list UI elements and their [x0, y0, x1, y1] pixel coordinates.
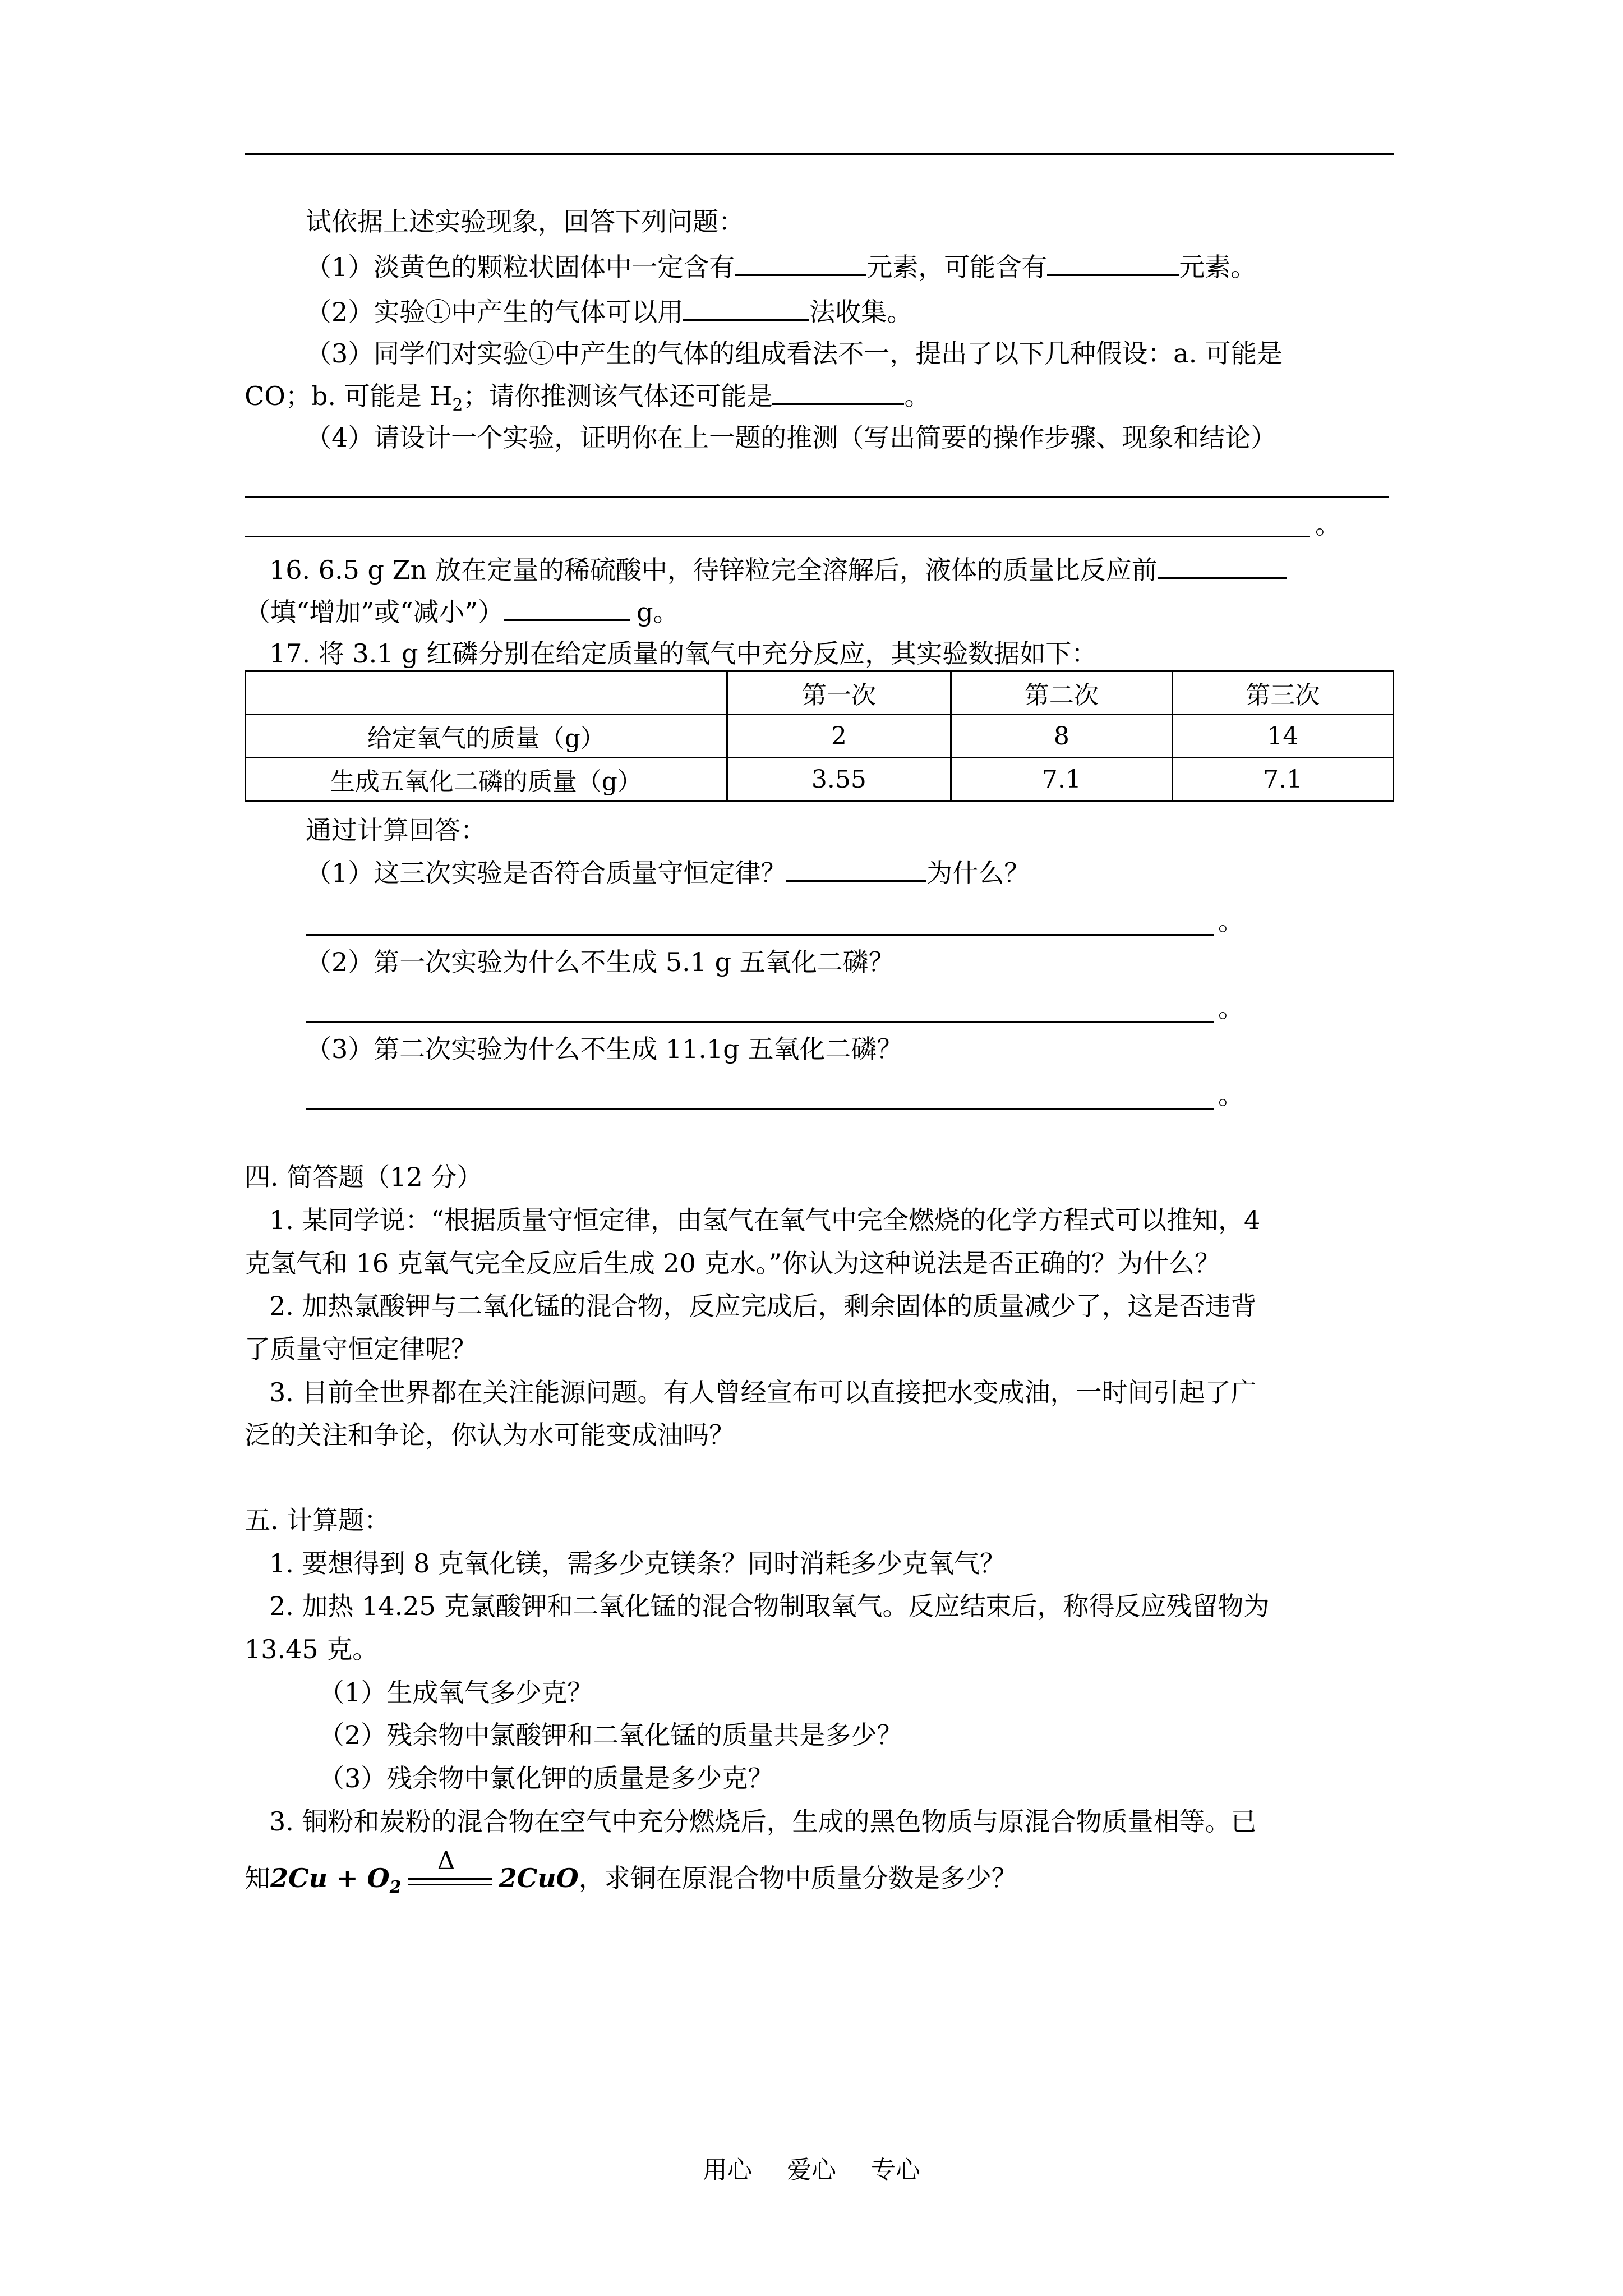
q15-part3-line1: （3）同学们对实验①中产生的气体的组成看法不一，提出了以下几种假设：a. 可能是: [306, 338, 1283, 369]
table-header-cell: 第一次: [727, 671, 951, 715]
delta-symbol: Δ: [437, 1847, 455, 1875]
section4-q1-line2: 克氢气和 16 克氧气完全反应后生成 20 克水。”你认为这种说法是否正确的？为什么？: [245, 1248, 1221, 1278]
answer-line[interactable]: [245, 496, 1389, 498]
q15-p2-text-b: 法收集。: [809, 297, 913, 327]
q17-sub1: [306, 855, 1030, 890]
answer-blank[interactable]: [504, 595, 630, 621]
table-header-cell: 第三次: [1172, 671, 1393, 715]
q15-p3-text-d: 。: [904, 381, 930, 411]
section4-q2-line1: 2. 加热氯酸钾与二氧化锰的混合物，反应完成后，剩余固体的质量减少了，这是否违背: [269, 1291, 1257, 1321]
section4-q2-line2: 了质量守恒定律呢？: [245, 1334, 477, 1364]
q17-s1-end: 。: [1218, 906, 1244, 936]
q15-part2: [306, 295, 912, 329]
header-rule: [245, 153, 1394, 155]
footer-text: 爱心: [787, 2156, 836, 2184]
q15-p1-text-c: 元素。: [1179, 252, 1257, 282]
q17-s2-end: 。: [1218, 993, 1244, 1023]
table-header-cell: 第二次: [951, 671, 1172, 715]
table-cell: 给定氧气的质量（g）: [246, 715, 727, 758]
answer-blank[interactable]: [1158, 553, 1287, 579]
table-cell: 生成五氧化二磷的质量（g）: [246, 758, 727, 801]
footer-text: 专心: [871, 2156, 920, 2184]
answer-blank[interactable]: [772, 379, 904, 405]
section5-q2-sub1: （1）生成氧气多少克？: [319, 1677, 593, 1708]
q17-s3-end: 。: [1218, 1080, 1244, 1110]
table-cell: 7.1: [1172, 758, 1393, 801]
subscript: 2: [452, 395, 463, 416]
q17-intro: 17. 将 3.1 g 红磷分别在给定质量的氧气中充分反应，其实验数据如下：: [269, 638, 1098, 669]
equation-right: 2CuO: [499, 1863, 579, 1893]
q16-text-b: （填“增加”或“减小”）: [245, 597, 504, 627]
table-cell: 14: [1172, 715, 1393, 758]
section5-q3-line1: 3. 铜粉和炭粉的混合物在空气中充分燃烧后，生成的黑色物质与原混合物质量相等。已: [269, 1806, 1257, 1837]
q17-sub3: （3）第二次实验为什么不生成 11.1g 五氧化二磷？: [306, 1034, 903, 1064]
q17-sub2: （2）第一次实验为什么不生成 5.1 g 五氧化二磷？: [306, 947, 895, 977]
q16-text-c: g。: [637, 597, 679, 627]
table-cell: 7.1: [951, 758, 1172, 801]
q16-line2: [245, 595, 679, 629]
section5-q2-sub2: （2）残余物中氯酸钾和二氧化锰的质量共是多少？: [319, 1720, 903, 1750]
q15-p1-text-b: 元素，可能含有: [866, 252, 1048, 282]
answer-line[interactable]: [306, 934, 1214, 936]
section5-q3-line2: [245, 1847, 1017, 1904]
table-row: [246, 758, 1394, 801]
heating-equals-sign: [408, 1847, 492, 1897]
answer-blank[interactable]: [1047, 250, 1179, 276]
table-header-row: [246, 671, 1394, 715]
q15-part4: （4）请设计一个实验，证明你在上一题的推测（写出简要的操作步骤、现象和结论）: [306, 422, 1277, 453]
q15-part4-end: 。: [1315, 509, 1341, 540]
section4-title: 四. 简答题（12 分）: [245, 1162, 483, 1192]
table-cell: 3.55: [727, 758, 951, 801]
q3-text-post: ，求铜在原混合物中质量分数是多少？: [578, 1863, 1017, 1893]
q15-p2-text-a: （2）实验①中产生的气体可以用: [306, 297, 684, 327]
footer-text: 用心: [703, 2156, 752, 2184]
equation-left: 2Cu + O: [270, 1863, 390, 1893]
answer-blank[interactable]: [786, 855, 926, 882]
q15-intro: 试依据上述实验现象，回答下列问题：: [306, 206, 744, 237]
q17-s1-text-a: （1）这三次实验是否符合质量守恒定律？: [306, 858, 787, 888]
answer-line[interactable]: [306, 1021, 1214, 1023]
table-cell: 2: [727, 715, 951, 758]
section5-q1: 1. 要想得到 8 克氧化镁，需多少克镁条？同时消耗多少克氧气？: [269, 1548, 1006, 1579]
chemical-equation: [270, 1847, 579, 1898]
q15-p3-text-b: CO；b. 可能是 H: [245, 381, 453, 411]
section5-title: 五. 计算题：: [245, 1505, 390, 1535]
section5-q2-line2: 13.45 克。: [245, 1634, 379, 1664]
section5-q2-line1: 2. 加热 14.25 克氯酸钾和二氧化锰的混合物制取氧气。反应结束后，称得反应残留物为: [269, 1591, 1270, 1621]
section4-q3-line2: 泛的关注和争论，你认为水可能变成油吗？: [245, 1420, 735, 1450]
q17-s1-text-b: 为什么？: [926, 858, 1030, 888]
table-row: [246, 715, 1394, 758]
q17-after: 通过计算回答：: [306, 815, 486, 845]
q16-line1: [269, 553, 1287, 587]
experiment-data-table: [245, 670, 1394, 802]
answer-blank[interactable]: [735, 250, 866, 276]
table-header-cell: [246, 671, 727, 715]
answer-blank[interactable]: [683, 295, 809, 321]
answer-line[interactable]: [245, 536, 1310, 537]
q15-part1: [306, 250, 1256, 284]
subscript: 2: [389, 1878, 402, 1898]
section4-q1-line1: 1. 某同学说：“根据质量守恒定律，由氢气在氧气中完全燃烧的化学方程式可以推知，4: [269, 1205, 1261, 1235]
q15-part3-line2: [245, 379, 930, 422]
section4-q3-line1: 3. 目前全世界都在关注能源问题。有人曾经宣布可以直接把水变成油，一时间引起了广: [269, 1377, 1257, 1407]
q15-p1-text-a: （1）淡黄色的颗粒状固体中一定含有: [306, 252, 735, 282]
q15-p3-text-c: ；请你推测该气体还可能是: [463, 381, 773, 411]
q16-text-a: 16. 6.5 g Zn 放在定量的稀硫酸中，待锌粒完全溶解后，液体的质量比反应前: [269, 555, 1158, 585]
table-cell: 8: [951, 715, 1172, 758]
answer-line[interactable]: [306, 1108, 1214, 1110]
q3-text-pre: 知: [245, 1863, 270, 1893]
section5-q2-sub3: （3）残余物中氯化钾的质量是多少克？: [319, 1763, 774, 1793]
page-footer: [0, 2150, 1623, 2185]
